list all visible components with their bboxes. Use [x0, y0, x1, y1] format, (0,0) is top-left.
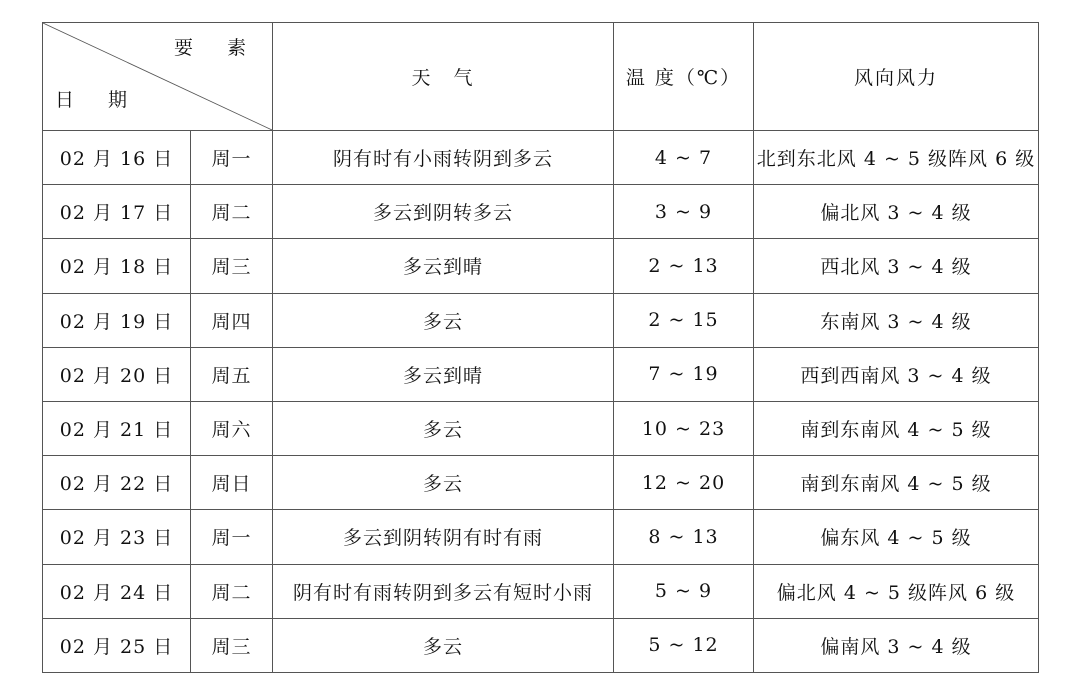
table-row	[43, 564, 1039, 618]
weather-cell: 阴有时有雨转阴到多云有短时小雨	[273, 564, 614, 618]
temperature-cell: 5 ~ 9	[614, 564, 754, 618]
wind-cell: 西到西南风 3 ~ 4 级	[754, 347, 1039, 401]
weekday-cell: 周五	[191, 347, 273, 401]
temperature-cell: 5 ~ 12	[614, 618, 754, 672]
temperature-cell: 12 ~ 20	[614, 456, 754, 510]
weekday-cell: 周三	[191, 618, 273, 672]
weekday-cell: 周日	[191, 456, 273, 510]
weather-cell: 多云到晴	[273, 347, 614, 401]
date-cell: 02 月 24 日	[43, 564, 191, 618]
corner-date-label: 日 期	[55, 89, 142, 111]
date-cell: 02 月 21 日	[43, 401, 191, 455]
date-cell: 02 月 18 日	[43, 239, 191, 293]
temperature-cell: 10 ~ 23	[614, 401, 754, 455]
wind-header: 风向风力	[754, 23, 1039, 131]
date-cell: 02 月 23 日	[43, 510, 191, 564]
corner-elements-label: 要 素	[173, 37, 260, 59]
temperature-cell: 4 ~ 7	[614, 131, 754, 185]
table-row	[43, 618, 1039, 672]
date-cell: 02 月 17 日	[43, 185, 191, 239]
corner-header-cell	[43, 23, 273, 131]
header-row	[43, 23, 1039, 131]
wind-cell: 西北风 3 ~ 4 级	[754, 239, 1039, 293]
wind-cell: 偏南风 3 ~ 4 级	[754, 618, 1039, 672]
wind-cell: 东南风 3 ~ 4 级	[754, 293, 1039, 347]
table-row	[43, 510, 1039, 564]
weather-cell: 多云到阴转阴有时有雨	[273, 510, 614, 564]
wind-cell: 南到东南风 4 ~ 5 级	[754, 456, 1039, 510]
weekday-cell: 周六	[191, 401, 273, 455]
weather-cell: 多云	[273, 456, 614, 510]
temperature-cell: 2 ~ 13	[614, 239, 754, 293]
table-row	[43, 456, 1039, 510]
table-row	[43, 239, 1039, 293]
weekday-cell: 周二	[191, 185, 273, 239]
temperature-header: 温 度（℃）	[614, 23, 754, 131]
weekday-cell: 周一	[191, 131, 273, 185]
wind-cell: 偏东风 4 ~ 5 级	[754, 510, 1039, 564]
weekday-cell: 周四	[191, 293, 273, 347]
weather-cell: 多云	[273, 293, 614, 347]
temperature-cell: 2 ~ 15	[614, 293, 754, 347]
weather-cell: 多云	[273, 401, 614, 455]
table-row	[43, 401, 1039, 455]
table-row	[43, 293, 1039, 347]
weekday-cell: 周三	[191, 239, 273, 293]
date-cell: 02 月 25 日	[43, 618, 191, 672]
date-cell: 02 月 16 日	[43, 131, 191, 185]
wind-cell: 北到东北风 4 ~ 5 级阵风 6 级	[754, 131, 1039, 185]
wind-cell: 南到东南风 4 ~ 5 级	[754, 401, 1039, 455]
weather-cell: 多云	[273, 618, 614, 672]
temperature-cell: 8 ~ 13	[614, 510, 754, 564]
weekday-cell: 周二	[191, 564, 273, 618]
date-cell: 02 月 20 日	[43, 347, 191, 401]
date-cell: 02 月 19 日	[43, 293, 191, 347]
table-row	[43, 131, 1039, 185]
temperature-cell: 3 ~ 9	[614, 185, 754, 239]
temperature-cell: 7 ~ 19	[614, 347, 754, 401]
table-row	[43, 185, 1039, 239]
weather-header: 天 气	[273, 23, 614, 131]
forecast-table	[42, 22, 1039, 673]
date-cell: 02 月 22 日	[43, 456, 191, 510]
weekday-cell: 周一	[191, 510, 273, 564]
weather-cell: 多云到晴	[273, 239, 614, 293]
weather-cell: 阴有时有小雨转阴到多云	[273, 131, 614, 185]
weather-cell: 多云到阴转多云	[273, 185, 614, 239]
wind-cell: 偏北风 4 ~ 5 级阵风 6 级	[754, 564, 1039, 618]
table-row	[43, 347, 1039, 401]
wind-cell: 偏北风 3 ~ 4 级	[754, 185, 1039, 239]
